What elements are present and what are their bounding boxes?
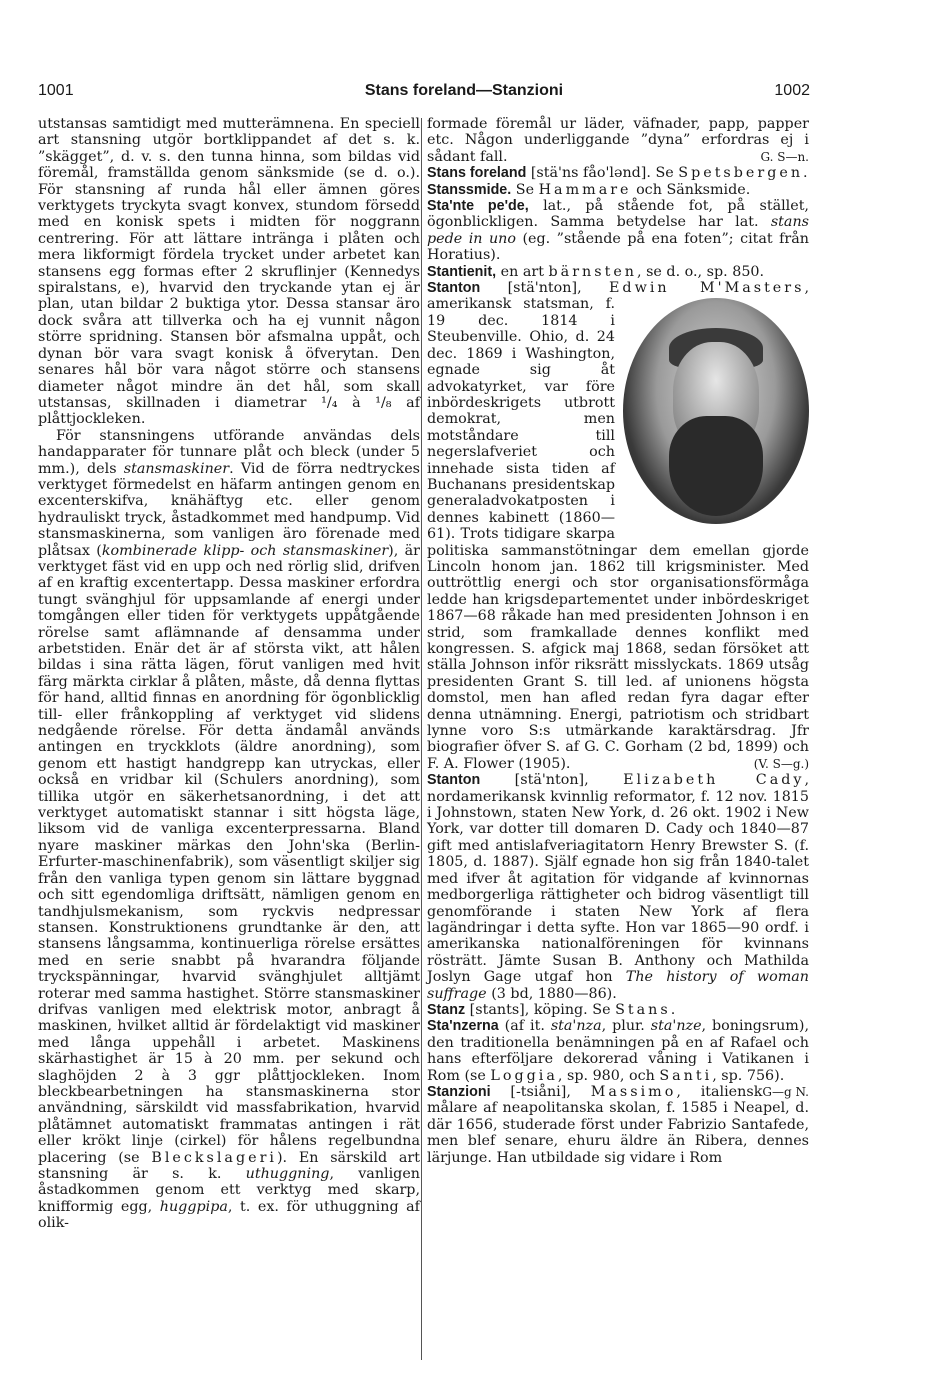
headword: Stantienit, xyxy=(427,263,497,280)
signature: (V. S—g.) xyxy=(753,756,809,771)
headword: Stanssmide. xyxy=(427,181,512,198)
signature: G. S—n. xyxy=(760,149,809,164)
headword: Stans foreland xyxy=(427,165,527,182)
headword: Stanton xyxy=(427,280,481,297)
entry-stanton-elizabeth: Stanton [stä'nton], Elizabeth Cady, nordamerikansk kvinnlig reformator, f. 12 nov. 1815 i Johnstown, staten New York, d. 26 okt. 1902 i New York, var dotter till domaren D. Cady och 1840—87 gift med antislafveriagitatorn Henry Brewster S. (f. 1805, d. 1887). Själf egnade hon sig från 1840-talet med ifver åt agitation för vidgande af kvinnornas medborgerliga rättigheter och bidrog väsentligt till genomförande i staten New York af flera lagändringar i detta syfte. Hon var 1865—90 ordf. i amerikanska nationalföreningen för kvinnans rösträtt. Jämte Susan B. Anthony och Mathilda Joslyn Gage utgaf hon The history of woman suffrage (3 bd, 1880—86). xyxy=(427,772,809,1002)
term-stansmaskiner: stansmaskiner xyxy=(123,460,230,477)
paragraph-stansmaskiner: För stansningens utförande användas dels handapparater för tunnare plåt och bleck (under 5 mm.), dels stansmaskiner. Vid de förra nedtryckes verktyget förmedelst en häfarm antingen genom en excenterskifva, knähäftyg etc. eller genom hydrauliskt tryck, åstadkommet med handpump. Vid stansmaskinerna, som vanligen äro förenade med plåtsax (kombinerade klipp- och stansmaskiner), är verktyget fäst vid en upp och ned rörlig slid, drifven af en kraftig excentertapp. Dessa maskiner erfordra tungt svänghjul för uppsamlande af energi under tomgången eller tiden för verktygets uppåtgående rörelse samt aflämnande af densamma under arbetstiden. Enär det är af största vikt, att hålen bildas i sina rätta lägen, förut vanligen med hvit färg märkta cirklar å plåten, måste, då denna flyttas för hand, alltid finnas en anordning för ögonblicklig till- eller frånkoppling af verktyget vid slidens nedgående rörelse. För detta ändamål används antingen en tryckklots (äldre anordning), som genom ett hastigt handgrepp kan utryckas, eller också en vridbar kil (Schulers anordning), som tillika utgör en säkerhetsanordning, i det att verktyget automatiskt stannar i sitt högsta läge, liksom vid de vanliga excenterpressarna. Bland nyare maskiner märkas den John'ska (Berlin-Erfurter-maschinenfabrik), som väsentligt skiljer sig från den vanliga typen genom sin lättare byggnad och sitt egendomliga driftsätt, nämligen genom en tandhjulsmekanism, som ryckvis nedpressar stansen. Konstruktionens grundtanke är den, att stansens långsamma, kontinuerliga rörelse ersättes med en serie snabbt på hvarandra följande tryckspänningar, hvarvid svänghjulet alltjämt roterar med samma hastighet. Större stansmaskiner drifvas vanligen med elektrisk motor, anbragt å maskinen, hvilket alltid är fördelaktigt vid maskiner med långa uppehåll i arbetet. Maskinens skärhastighet är 15 à 20 mm. per sekund och slaghöjden 2 à 3 ggr plåttjockleken. Inom bleckbearbetningen ha stansmaskinerna stor användning, särskildt vid massfabrikation, hvarvid plåtämnet automatiskt frammatas antingen i rät eller krökt linje (cirkel) för hålens regelbundna placering (se Bleckslageri). En särskild art stansning är s. k. uthuggning, vanligen åstadkommen genom ett verktyg med skarp, knifformig egg, huggpipa, t. ex. för uthuggning af olik- xyxy=(38,427,421,1232)
entry-stanzerna: Sta'nzerna (af it. sta'nza, plur. sta'nze, boningsrum), den traditionella benämningen på en af Rafael och hans efterföljare dekorerad våning i Vatikanen i Rom (se Loggia, sp. 980, och Santi, sp. 756). G—g N. xyxy=(427,1018,809,1099)
ref-santi[interactable]: Santi xyxy=(659,1067,713,1084)
term-history-woman-suffrage: The history of woman suffrage xyxy=(427,969,809,1002)
ref-stans[interactable]: Stans xyxy=(615,1001,671,1018)
headword: Sta'nte pe'de, xyxy=(427,198,529,215)
ref-spetsbergen[interactable]: Spetsbergen xyxy=(678,165,804,182)
headword: Stanton xyxy=(427,772,481,789)
person-name: Edwin M'Masters xyxy=(609,280,805,297)
person-name: Massimo xyxy=(590,1083,677,1100)
entry-stanz: Stanz [stants], köping. Se Stans. xyxy=(427,1001,676,1018)
page-number-right: 1002 xyxy=(774,82,810,99)
continuation-text: formade föremål ur läder, väfnader, papp, papper etc. Någon underliggande ”dyna” erfordras ej i sådant fall. G. S—n. xyxy=(427,116,809,165)
ref-hammare[interactable]: Hammare xyxy=(538,181,632,198)
term-stans-pede: stans pede in uno xyxy=(427,214,809,247)
term-huggpipa: huggpipa xyxy=(159,1198,228,1215)
running-title: Stans foreland—Stanzioni xyxy=(364,82,564,99)
paragraph-stansning: utstansas samtidigt med mutterämnena. En speciell art stansning utgör bortklippandet af det s. k. ”skägget”, d. v. s. den tunna hinna, som bildas vid föremål, framställda genom sänksmide (se d. o.). För stansning af runda hål eller ämnen göres verktygets tryckyta svagt konvex, stundom försedd med en konisk spets i midten för noggrann centrering. För att lättare intränga i plåten och mera likformigt fördela trycket under arbetet kan stansens egg formas efter 2 skruflinjer (Kennedys spiralstans, e), hvarvid den tryckande ytan ej är plan, utan bildar 2 buktiga ytor. Dessa stansar äro dock svåra att tillverka och ha ej vunnit någon större spridning. Stansen bör afsmalna uppåt, och dynan bör vara svagt konisk å öfverytan. Den senares hål bör vara något större och stansens diameter något mindre än det hål, som skall utstansas, skillnaden i diametrar ¹/₄ à ¹/₈ af plåttjockleken. xyxy=(38,116,420,428)
ref-loggia[interactable]: Loggia xyxy=(490,1067,558,1084)
portrait-image xyxy=(623,298,809,524)
ref-barnsten[interactable]: bärnsten xyxy=(548,263,637,280)
signature: G—g N. xyxy=(762,1084,809,1099)
entry-stans-foreland: Stans foreland [stä'ns fåo'lənd]. Se Spetsbergen. xyxy=(427,165,808,182)
term-kombinerade: kombinerade klipp- och stansmaskiner xyxy=(101,542,389,559)
entry-stante-pede: Sta'nte pe'de, lat., på stående fot, på stället, ögonblickligen. Samma betydelse har lat. stans pede in uno (eg. ”stående på ena foten”; citat från Horatius). xyxy=(427,198,809,264)
ref-bleckslageri[interactable]: Bleckslageri xyxy=(151,1149,277,1166)
entry-stantienit: Stantienit, en art bärnsten, se d. o., sp. 850. xyxy=(427,263,765,280)
term-uthuggning: uthuggning xyxy=(245,1166,330,1182)
entry-stanton-edwin: Stanton [stä'nton], Edwin M'Masters , amerikansk statsman, f. 19 dec. 1814 i Steubenville. Ohio, d. 24 dec. 1869 i Washington, egnade sig åt advokatyrket, var före inbördeskrigets utbrott demokrat, men motståndare till negerslafveriet och innehade sista tiden af Buchanans presidentskap generaladvokatposten i dennes kabinett (1860—61). Trots tidigare skarpa politiska sammanstötningar dem emellan gjorde Lincoln honom jan. 1862 till krigsminister. Med outtröttlig energi och stor organisationsförmåga ledde han krigsdepartementet under inbördeskriget 1867—68 råkade han med presidenten Johnson i en strid, som framkallade dennes konflikt med kongressen. S. afgick maj 1868, sedan försöket att ställa Johnson inför riksrätt misslyckats. 1869 utsåg presidenten Grant S. till led. af unionens högsta domstol, men han afled redan fyra dagar efter denna utnämning. Energi, patriotism och stridbart lynne voro S:s utmärkande karaktärsdrag. Jfr biografier öfver S. af G. C. Gorham (2 bd, 1899) och F. A. Flower (1905). (V. S—g.) xyxy=(427,280,809,772)
entry-stanssmide: Stanssmide. Se Hammare och Sänksmide. xyxy=(427,181,751,198)
entry-stanzioni: Stanzioni [-tsiåni], Massimo, italiensk målare af neapolitanska skolan, f. 1585 i Neapel, d. där 1656, studerade först under Fabrizio Santafede, men blef senare, ehuru äldre än Ribera, dennes lärjunge. Han utbildade sig vidare i Rom xyxy=(427,1083,809,1166)
person-name: Elizabeth Cady xyxy=(623,772,805,789)
right-column xyxy=(427,116,809,1166)
headword: Stanzioni xyxy=(427,1083,491,1100)
left-column xyxy=(38,116,420,1232)
headword: Sta'nzerna xyxy=(427,1018,499,1035)
page-number-left: 1001 xyxy=(38,82,74,99)
headword: Stanz xyxy=(427,1001,466,1018)
column-divider xyxy=(421,118,422,1360)
